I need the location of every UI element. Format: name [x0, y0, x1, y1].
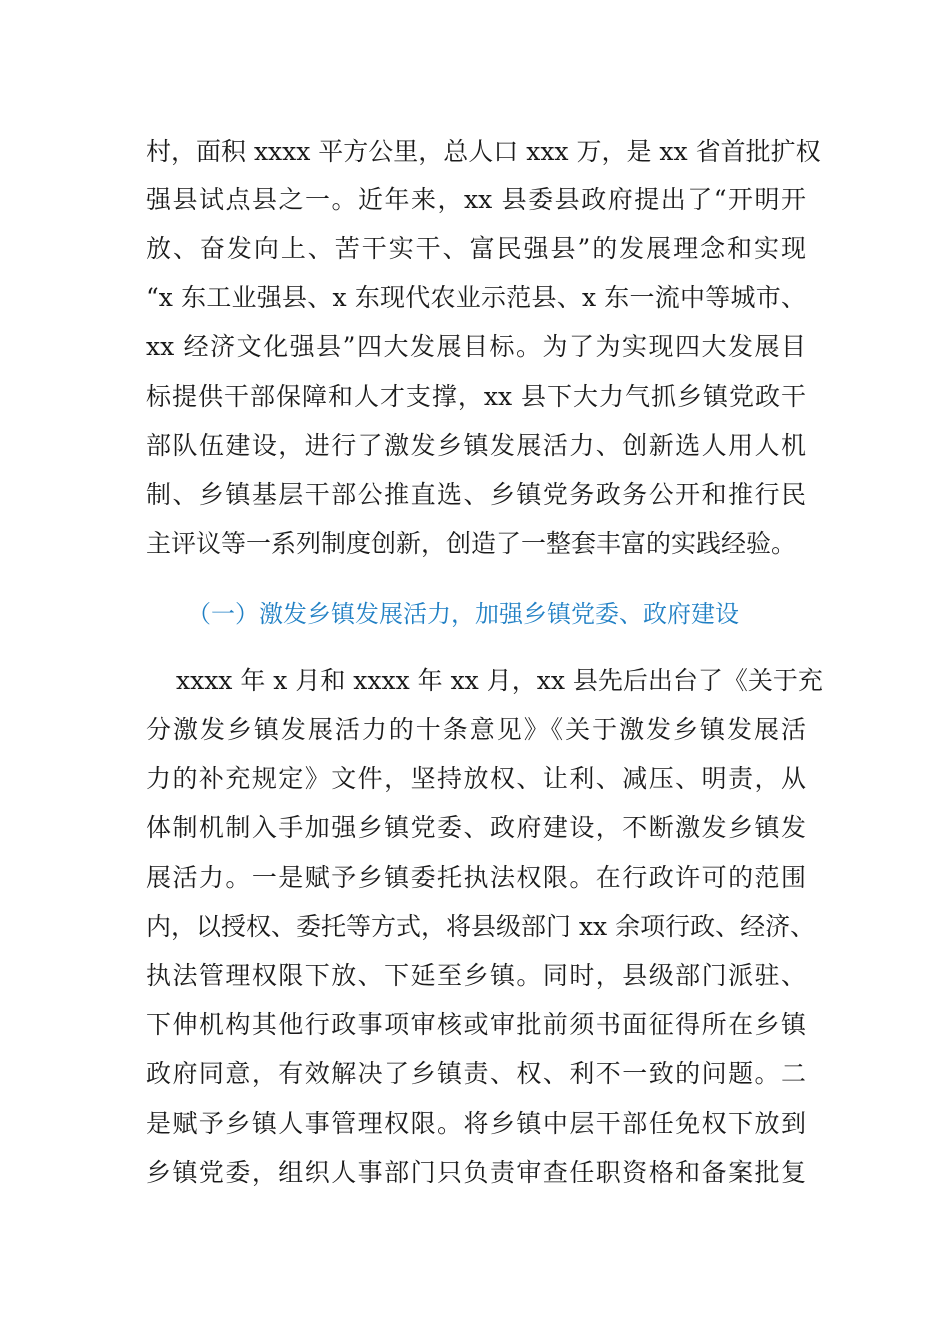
- text-line: xxxx 年 x 月和 xxxx 年 xx 月，xx 县先后出台了《关于充: [176, 666, 823, 695]
- text-line: 放、奋发向上、苦干实干、富民强县”的发展理念和实现: [146, 234, 806, 263]
- text-line: 部队伍建设，进行了激发乡镇发展活力、创新选人用人机: [146, 431, 806, 460]
- section-heading: （一）激发乡镇发展活力，加强乡镇党委、政府建设: [187, 600, 739, 628]
- text-line: 乡镇党委，组织人事部门只负责审查任职资格和备案批复: [146, 1158, 806, 1187]
- text-line: xx 经济文化强县”四大发展目标。为了为实现四大发展目: [146, 332, 806, 361]
- text-line: 主评议等一系列制度创新，创造了一整套丰富的实践经验。: [146, 529, 797, 558]
- text-line: 强县试点县之一。近年来，xx 县委县政府提出了“开明开: [146, 185, 806, 214]
- text-line: 执法管理权限下放、下延至乡镇。同时，县级部门派驻、: [146, 961, 806, 990]
- text-line: “x 东工业强县、x 东现代农业示范县、x 东一流中等城市、: [146, 283, 806, 312]
- text-line: 体制机制入手加强乡镇党委、政府建设，不断激发乡镇发: [146, 813, 806, 842]
- text-line: 展活力。一是赋予乡镇委托执法权限。在行政许可的范围: [146, 863, 806, 892]
- text-line: 内，以授权、委托等方式，将县级部门 xx 余项行政、经济、: [146, 912, 816, 941]
- text-line: 制、乡镇基层干部公推直选、乡镇党务政务公开和推行民: [146, 480, 806, 509]
- text-line: 分激发乡镇发展活力的十条意见》《关于激发乡镇发展活: [146, 715, 806, 744]
- text-line: 标提供干部保障和人才支撑，xx 县下大力气抓乡镇党政干: [146, 382, 806, 411]
- text-line: 下伸机构其他行政事项审核或审批前须书面征得所在乡镇: [146, 1010, 806, 1039]
- text-line: 政府同意，有效解决了乡镇责、权、利不一致的问题。二: [146, 1059, 806, 1088]
- text-line: 是赋予乡镇人事管理权限。将乡镇中层干部任免权下放到: [146, 1109, 806, 1138]
- text-line: 力的补充规定》文件，坚持放权、让利、减压、明责，从: [146, 764, 806, 793]
- text-line: 村，面积 xxxx 平方公里，总人口 xxx 万，是 xx 省首批扩权: [146, 137, 821, 166]
